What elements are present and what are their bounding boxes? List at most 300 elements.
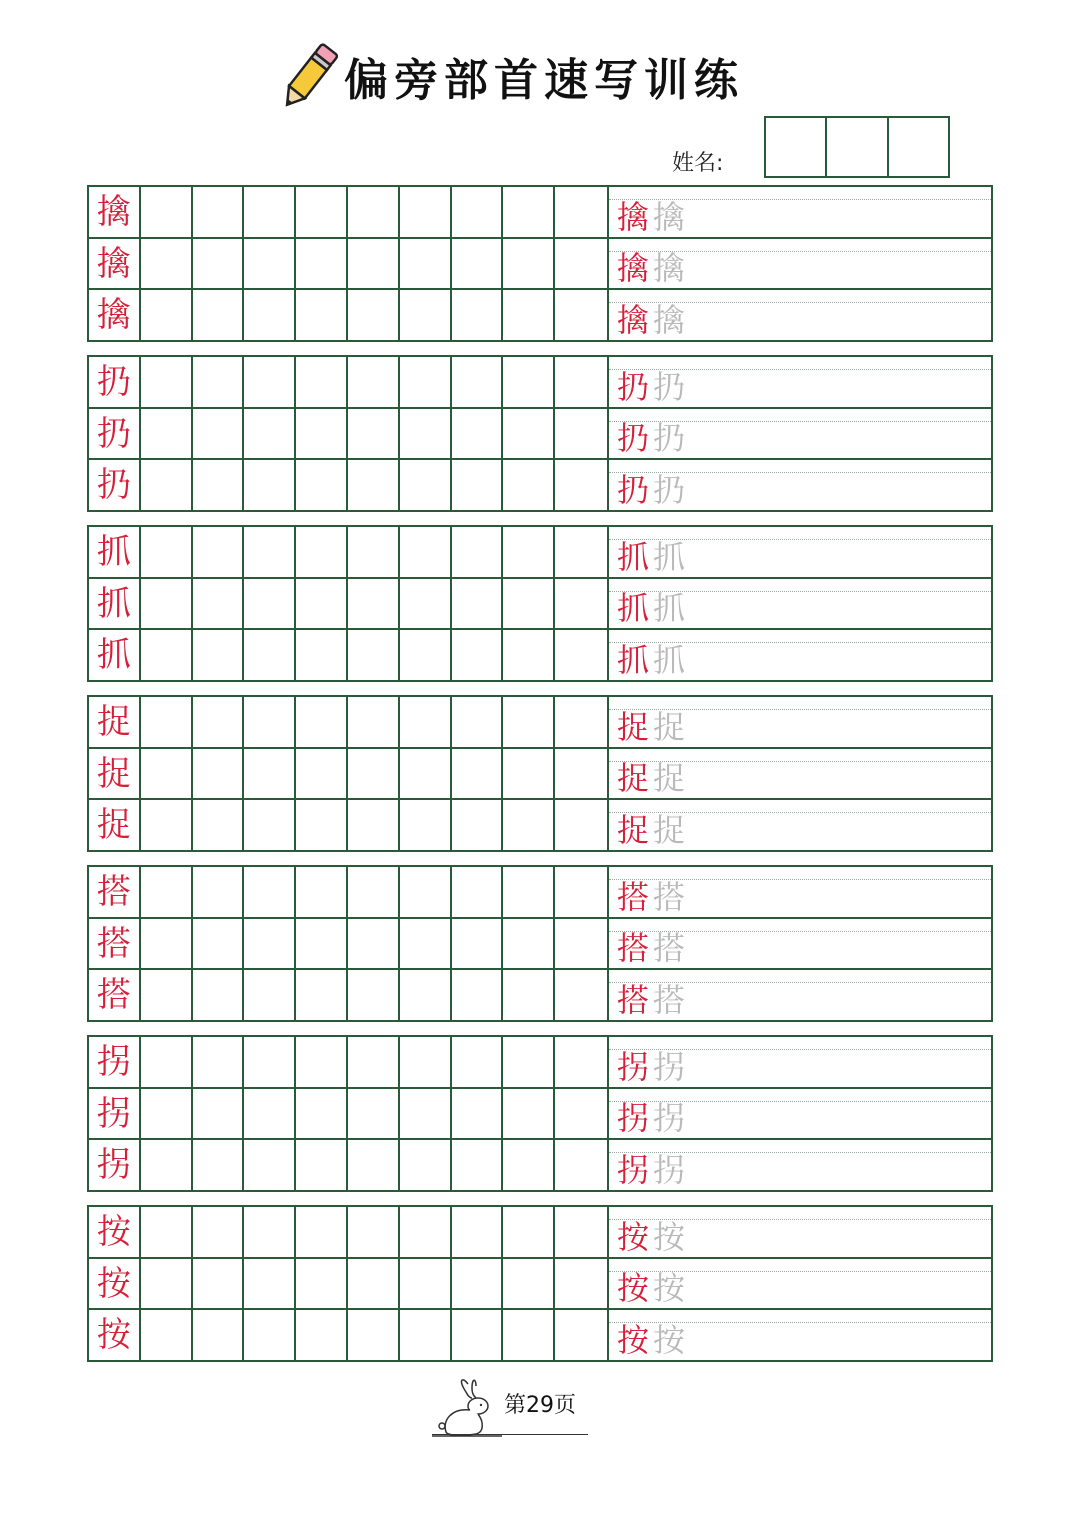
- writing-cell[interactable]: [503, 1089, 555, 1139]
- writing-cell[interactable]: [400, 239, 452, 289]
- trace-guide-character: 扔: [653, 419, 686, 458]
- trace-characters: [617, 811, 686, 850]
- writing-cell[interactable]: [244, 357, 296, 407]
- writing-cell[interactable]: [503, 800, 555, 850]
- writing-cell[interactable]: [193, 1037, 245, 1087]
- writing-cell[interactable]: [452, 1089, 504, 1139]
- writing-cell[interactable]: [296, 630, 348, 680]
- writing-cell[interactable]: [141, 239, 193, 289]
- writing-cell[interactable]: [452, 1259, 504, 1309]
- grid-row: [89, 239, 607, 291]
- writing-cell[interactable]: [555, 800, 607, 850]
- model-cell: [89, 867, 141, 917]
- writing-cell[interactable]: [400, 460, 452, 510]
- writing-cell[interactable]: [244, 1140, 296, 1190]
- writing-cell[interactable]: [503, 867, 555, 917]
- writing-cell[interactable]: [244, 630, 296, 680]
- writing-cell[interactable]: [400, 1310, 452, 1360]
- writing-cell[interactable]: [348, 1207, 400, 1257]
- trace-line[interactable]: [609, 867, 991, 919]
- practice-group: [87, 865, 993, 1022]
- writing-cell[interactable]: [452, 290, 504, 340]
- writing-cell[interactable]: [141, 970, 193, 1020]
- model-cell: [89, 357, 141, 407]
- model-cell: [89, 460, 141, 510]
- writing-cell[interactable]: [555, 527, 607, 577]
- writing-cell[interactable]: [503, 1310, 555, 1360]
- practice-group: [87, 1035, 993, 1192]
- writing-cell[interactable]: [348, 1089, 400, 1139]
- writing-cell[interactable]: [296, 1259, 348, 1309]
- trace-characters: [617, 981, 686, 1020]
- writing-cell[interactable]: [244, 409, 296, 459]
- writing-cell[interactable]: [141, 579, 193, 629]
- writing-cell[interactable]: [348, 970, 400, 1020]
- writing-cell[interactable]: [400, 357, 452, 407]
- writing-cell[interactable]: [193, 239, 245, 289]
- trace-line[interactable]: [609, 239, 991, 291]
- writing-cell[interactable]: [296, 867, 348, 917]
- writing-cell[interactable]: [555, 1310, 607, 1360]
- writing-cell[interactable]: [296, 239, 348, 289]
- writing-cell[interactable]: [503, 630, 555, 680]
- writing-cell[interactable]: [141, 697, 193, 747]
- writing-cell[interactable]: [193, 409, 245, 459]
- writing-cell[interactable]: [503, 1140, 555, 1190]
- writing-cell[interactable]: [452, 187, 504, 237]
- writing-cell[interactable]: [244, 1207, 296, 1257]
- model-cell: [89, 239, 141, 289]
- trace-line[interactable]: [609, 579, 991, 631]
- footer-divider: [432, 1434, 588, 1435]
- trace-line[interactable]: [609, 290, 991, 340]
- writing-cell[interactable]: [141, 919, 193, 969]
- writing-cell[interactable]: [348, 1037, 400, 1087]
- model-character: 扔: [96, 413, 131, 454]
- writing-cell[interactable]: [193, 460, 245, 510]
- writing-cell[interactable]: [452, 919, 504, 969]
- writing-cell[interactable]: [244, 460, 296, 510]
- writing-cell[interactable]: [244, 919, 296, 969]
- writing-cell[interactable]: [296, 579, 348, 629]
- model-character: 捉: [96, 753, 131, 794]
- writing-cell[interactable]: [400, 919, 452, 969]
- trace-characters: [617, 641, 686, 680]
- model-character: 搭: [96, 871, 131, 912]
- trace-line[interactable]: [609, 187, 991, 239]
- trace-model-character: 捉: [617, 707, 650, 746]
- writing-cell[interactable]: [452, 1310, 504, 1360]
- trace-model-character: 拐: [617, 1099, 650, 1138]
- trace-guide-character: 拐: [653, 1151, 686, 1190]
- writing-cell[interactable]: [348, 409, 400, 459]
- trace-characters: [617, 197, 686, 236]
- trace-characters: [617, 1217, 686, 1256]
- writing-cell[interactable]: [555, 697, 607, 747]
- writing-cell[interactable]: [348, 1140, 400, 1190]
- name-box[interactable]: [766, 118, 827, 176]
- trace-line[interactable]: [609, 409, 991, 461]
- grid-row: [89, 970, 607, 1020]
- trace-guide-character: 擒: [653, 249, 686, 288]
- grid-row: [89, 1259, 607, 1311]
- writing-cell[interactable]: [141, 290, 193, 340]
- writing-cell[interactable]: [244, 749, 296, 799]
- model-character: 拐: [96, 1041, 131, 1082]
- trace-model-character: 按: [617, 1321, 650, 1360]
- trace-guide-character: 抓: [653, 641, 686, 680]
- writing-cell[interactable]: [555, 357, 607, 407]
- writing-cell[interactable]: [244, 1310, 296, 1360]
- writing-cell[interactable]: [244, 290, 296, 340]
- trace-guide-character: 抓: [653, 589, 686, 628]
- writing-cell[interactable]: [503, 239, 555, 289]
- writing-cell[interactable]: [452, 460, 504, 510]
- writing-cell[interactable]: [193, 1140, 245, 1190]
- model-cell: [89, 1207, 141, 1257]
- writing-cell[interactable]: [555, 409, 607, 459]
- writing-cell[interactable]: [555, 1259, 607, 1309]
- writing-cell[interactable]: [348, 239, 400, 289]
- trace-line[interactable]: [609, 460, 991, 510]
- writing-cell[interactable]: [555, 1037, 607, 1087]
- writing-cell[interactable]: [400, 1259, 452, 1309]
- writing-cell[interactable]: [296, 1207, 348, 1257]
- writing-cell[interactable]: [503, 1259, 555, 1309]
- trace-line[interactable]: [609, 697, 991, 749]
- writing-cell[interactable]: [141, 1207, 193, 1257]
- writing-cell[interactable]: [503, 187, 555, 237]
- writing-cell[interactable]: [141, 527, 193, 577]
- writing-cell[interactable]: [193, 630, 245, 680]
- writing-cell[interactable]: [141, 187, 193, 237]
- writing-cell[interactable]: [555, 630, 607, 680]
- trace-lines: [609, 1207, 991, 1360]
- grid-row: [89, 1037, 607, 1089]
- trace-model-character: 抓: [617, 589, 650, 628]
- writing-cell[interactable]: [555, 1089, 607, 1139]
- writing-cell[interactable]: [452, 867, 504, 917]
- writing-cell[interactable]: [555, 460, 607, 510]
- model-cell: [89, 919, 141, 969]
- writing-cell[interactable]: [503, 1207, 555, 1257]
- writing-cell[interactable]: [296, 749, 348, 799]
- writing-cell[interactable]: [555, 290, 607, 340]
- practice-grid: [89, 1207, 609, 1360]
- writing-cell[interactable]: [348, 749, 400, 799]
- writing-cell[interactable]: [141, 1140, 193, 1190]
- writing-cell[interactable]: [296, 1310, 348, 1360]
- model-cell: [89, 409, 141, 459]
- writing-cell[interactable]: [400, 970, 452, 1020]
- writing-cell[interactable]: [555, 749, 607, 799]
- trace-model-character: 搭: [617, 877, 650, 916]
- trace-line[interactable]: [609, 1140, 991, 1190]
- model-character: 搭: [96, 975, 131, 1016]
- writing-cell[interactable]: [193, 290, 245, 340]
- writing-cell[interactable]: [141, 357, 193, 407]
- writing-cell[interactable]: [193, 187, 245, 237]
- writing-cell[interactable]: [348, 187, 400, 237]
- writing-cell[interactable]: [348, 1310, 400, 1360]
- writing-cell[interactable]: [555, 239, 607, 289]
- writing-cell[interactable]: [141, 800, 193, 850]
- trace-line[interactable]: [609, 1310, 991, 1360]
- writing-cell[interactable]: [296, 800, 348, 850]
- trace-lines: [609, 527, 991, 680]
- trace-model-character: 擒: [617, 249, 650, 288]
- writing-cell[interactable]: [296, 527, 348, 577]
- writing-cell[interactable]: [244, 1037, 296, 1087]
- writing-cell[interactable]: [400, 1037, 452, 1087]
- trace-guide-character: 拐: [653, 1047, 686, 1086]
- writing-cell[interactable]: [400, 697, 452, 747]
- writing-cell[interactable]: [193, 970, 245, 1020]
- writing-cell[interactable]: [348, 697, 400, 747]
- writing-cell[interactable]: [244, 239, 296, 289]
- trace-line[interactable]: [609, 357, 991, 409]
- trace-lines: [609, 357, 991, 510]
- model-character: 拐: [96, 1093, 131, 1134]
- writing-cell[interactable]: [348, 800, 400, 850]
- writing-cell[interactable]: [193, 1310, 245, 1360]
- writing-cell[interactable]: [400, 187, 452, 237]
- model-character: 扔: [96, 465, 131, 506]
- grid-row: [89, 290, 607, 340]
- trace-guide-character: 搭: [653, 929, 686, 968]
- trace-line[interactable]: [609, 1207, 991, 1259]
- writing-cell[interactable]: [348, 919, 400, 969]
- trace-characters: [617, 877, 686, 916]
- writing-cell[interactable]: [503, 527, 555, 577]
- writing-cell[interactable]: [503, 970, 555, 1020]
- writing-cell[interactable]: [296, 187, 348, 237]
- writing-cell[interactable]: [400, 749, 452, 799]
- writing-cell[interactable]: [555, 970, 607, 1020]
- writing-cell[interactable]: [296, 290, 348, 340]
- writing-cell[interactable]: [193, 919, 245, 969]
- practice-group: [87, 185, 993, 342]
- writing-cell[interactable]: [452, 579, 504, 629]
- writing-cell[interactable]: [452, 409, 504, 459]
- name-box[interactable]: [889, 118, 948, 176]
- writing-cell[interactable]: [141, 1310, 193, 1360]
- writing-cell[interactable]: [141, 1037, 193, 1087]
- model-cell: [89, 630, 141, 680]
- page-footer: [0, 1372, 1080, 1442]
- writing-cell[interactable]: [296, 409, 348, 459]
- writing-cell[interactable]: [141, 1259, 193, 1309]
- writing-cell[interactable]: [555, 867, 607, 917]
- writing-cell[interactable]: [193, 800, 245, 850]
- writing-cell[interactable]: [296, 697, 348, 747]
- model-character: 擒: [96, 191, 131, 232]
- trace-model-character: 按: [617, 1217, 650, 1256]
- trace-characters: [617, 367, 686, 406]
- writing-cell[interactable]: [400, 579, 452, 629]
- writing-cell[interactable]: [141, 749, 193, 799]
- writing-cell[interactable]: [452, 749, 504, 799]
- writing-cell[interactable]: [452, 527, 504, 577]
- writing-cell[interactable]: [244, 800, 296, 850]
- trace-line[interactable]: [609, 1037, 991, 1089]
- writing-cell[interactable]: [400, 800, 452, 850]
- writing-cell[interactable]: [244, 1089, 296, 1139]
- name-box[interactable]: [827, 118, 888, 176]
- trace-model-character: 扔: [617, 419, 650, 458]
- model-cell: [89, 290, 141, 340]
- trace-characters: [617, 1151, 686, 1190]
- writing-cell[interactable]: [348, 1259, 400, 1309]
- writing-cell[interactable]: [400, 527, 452, 577]
- writing-cell[interactable]: [503, 697, 555, 747]
- writing-cell[interactable]: [400, 290, 452, 340]
- trace-model-character: 搭: [617, 981, 650, 1020]
- writing-cell[interactable]: [141, 867, 193, 917]
- model-cell: [89, 1089, 141, 1139]
- writing-cell[interactable]: [452, 357, 504, 407]
- writing-cell[interactable]: [193, 867, 245, 917]
- trace-characters: [617, 537, 686, 576]
- trace-line[interactable]: [609, 1089, 991, 1141]
- writing-cell[interactable]: [296, 460, 348, 510]
- writing-cell[interactable]: [503, 749, 555, 799]
- trace-model-character: 拐: [617, 1151, 650, 1190]
- writing-cell[interactable]: [348, 460, 400, 510]
- writing-cell[interactable]: [503, 409, 555, 459]
- writing-cell[interactable]: [555, 919, 607, 969]
- writing-cell[interactable]: [452, 1140, 504, 1190]
- trace-characters: [617, 419, 686, 458]
- trace-characters: [617, 707, 686, 746]
- trace-characters: [617, 1269, 686, 1308]
- writing-cell[interactable]: [193, 749, 245, 799]
- writing-cell[interactable]: [296, 919, 348, 969]
- writing-cell[interactable]: [400, 630, 452, 680]
- writing-cell[interactable]: [503, 579, 555, 629]
- writing-cell[interactable]: [452, 630, 504, 680]
- writing-cell[interactable]: [400, 867, 452, 917]
- trace-line[interactable]: [609, 970, 991, 1020]
- trace-guide-character: 按: [653, 1217, 686, 1256]
- writing-cell[interactable]: [193, 1089, 245, 1139]
- grid-row: [89, 527, 607, 579]
- writing-cell[interactable]: [348, 357, 400, 407]
- writing-cell[interactable]: [348, 290, 400, 340]
- writing-cell[interactable]: [296, 1037, 348, 1087]
- writing-cell[interactable]: [503, 460, 555, 510]
- writing-cell[interactable]: [296, 1089, 348, 1139]
- writing-cell[interactable]: [348, 867, 400, 917]
- trace-guide-character: 扔: [653, 367, 686, 406]
- writing-cell[interactable]: [452, 800, 504, 850]
- trace-line[interactable]: [609, 800, 991, 850]
- trace-line[interactable]: [609, 1259, 991, 1311]
- writing-cell[interactable]: [244, 579, 296, 629]
- writing-cell[interactable]: [244, 187, 296, 237]
- writing-cell[interactable]: [141, 460, 193, 510]
- writing-cell[interactable]: [244, 527, 296, 577]
- writing-cell[interactable]: [193, 697, 245, 747]
- writing-cell[interactable]: [400, 1207, 452, 1257]
- grid-row: [89, 579, 607, 631]
- writing-cell[interactable]: [400, 1089, 452, 1139]
- trace-model-character: 捉: [617, 759, 650, 798]
- writing-cell[interactable]: [296, 357, 348, 407]
- writing-cell[interactable]: [244, 970, 296, 1020]
- model-character: 擒: [96, 295, 131, 336]
- writing-cell[interactable]: [296, 1140, 348, 1190]
- writing-cell[interactable]: [503, 357, 555, 407]
- writing-cell[interactable]: [193, 1259, 245, 1309]
- writing-cell[interactable]: [452, 1207, 504, 1257]
- writing-cell[interactable]: [555, 1140, 607, 1190]
- writing-cell[interactable]: [193, 1207, 245, 1257]
- writing-cell[interactable]: [452, 697, 504, 747]
- writing-cell[interactable]: [503, 290, 555, 340]
- writing-cell[interactable]: [193, 357, 245, 407]
- writing-cell[interactable]: [503, 1037, 555, 1087]
- grid-row: [89, 749, 607, 801]
- writing-cell[interactable]: [296, 970, 348, 1020]
- writing-cell[interactable]: [141, 1089, 193, 1139]
- writing-cell[interactable]: [452, 239, 504, 289]
- writing-cell[interactable]: [141, 409, 193, 459]
- model-cell: [89, 1140, 141, 1190]
- writing-cell[interactable]: [348, 527, 400, 577]
- writing-cell[interactable]: [452, 970, 504, 1020]
- trace-line[interactable]: [609, 749, 991, 801]
- model-character: 扔: [96, 361, 131, 402]
- writing-cell[interactable]: [400, 409, 452, 459]
- trace-lines: [609, 1037, 991, 1190]
- trace-characters: [617, 1099, 686, 1138]
- writing-cell[interactable]: [452, 1037, 504, 1087]
- writing-cell[interactable]: [244, 1259, 296, 1309]
- practice-grid: [89, 527, 609, 680]
- writing-cell[interactable]: [348, 630, 400, 680]
- trace-model-character: 擒: [617, 301, 650, 340]
- model-cell: [89, 970, 141, 1020]
- writing-cell[interactable]: [555, 1207, 607, 1257]
- trace-line[interactable]: [609, 919, 991, 971]
- writing-cell[interactable]: [141, 630, 193, 680]
- writing-cell[interactable]: [555, 187, 607, 237]
- writing-cell[interactable]: [244, 867, 296, 917]
- trace-line[interactable]: [609, 630, 991, 680]
- practice-group: [87, 695, 993, 852]
- writing-cell[interactable]: [555, 579, 607, 629]
- model-character: 搭: [96, 923, 131, 964]
- writing-cell[interactable]: [400, 1140, 452, 1190]
- model-cell: [89, 697, 141, 747]
- practice-grid: [89, 867, 609, 1020]
- writing-cell[interactable]: [193, 579, 245, 629]
- trace-line[interactable]: [609, 527, 991, 579]
- page-title: 偏旁部首速写训练: [344, 55, 744, 106]
- writing-cell[interactable]: [193, 527, 245, 577]
- practice-groups: [87, 185, 993, 1375]
- trace-characters: [617, 759, 686, 798]
- name-boxes: [764, 116, 950, 178]
- trace-characters: [617, 301, 686, 340]
- practice-group: [87, 525, 993, 682]
- writing-cell[interactable]: [348, 579, 400, 629]
- trace-model-character: 拐: [617, 1047, 650, 1086]
- writing-cell[interactable]: [503, 919, 555, 969]
- trace-model-character: 按: [617, 1269, 650, 1308]
- writing-cell[interactable]: [244, 697, 296, 747]
